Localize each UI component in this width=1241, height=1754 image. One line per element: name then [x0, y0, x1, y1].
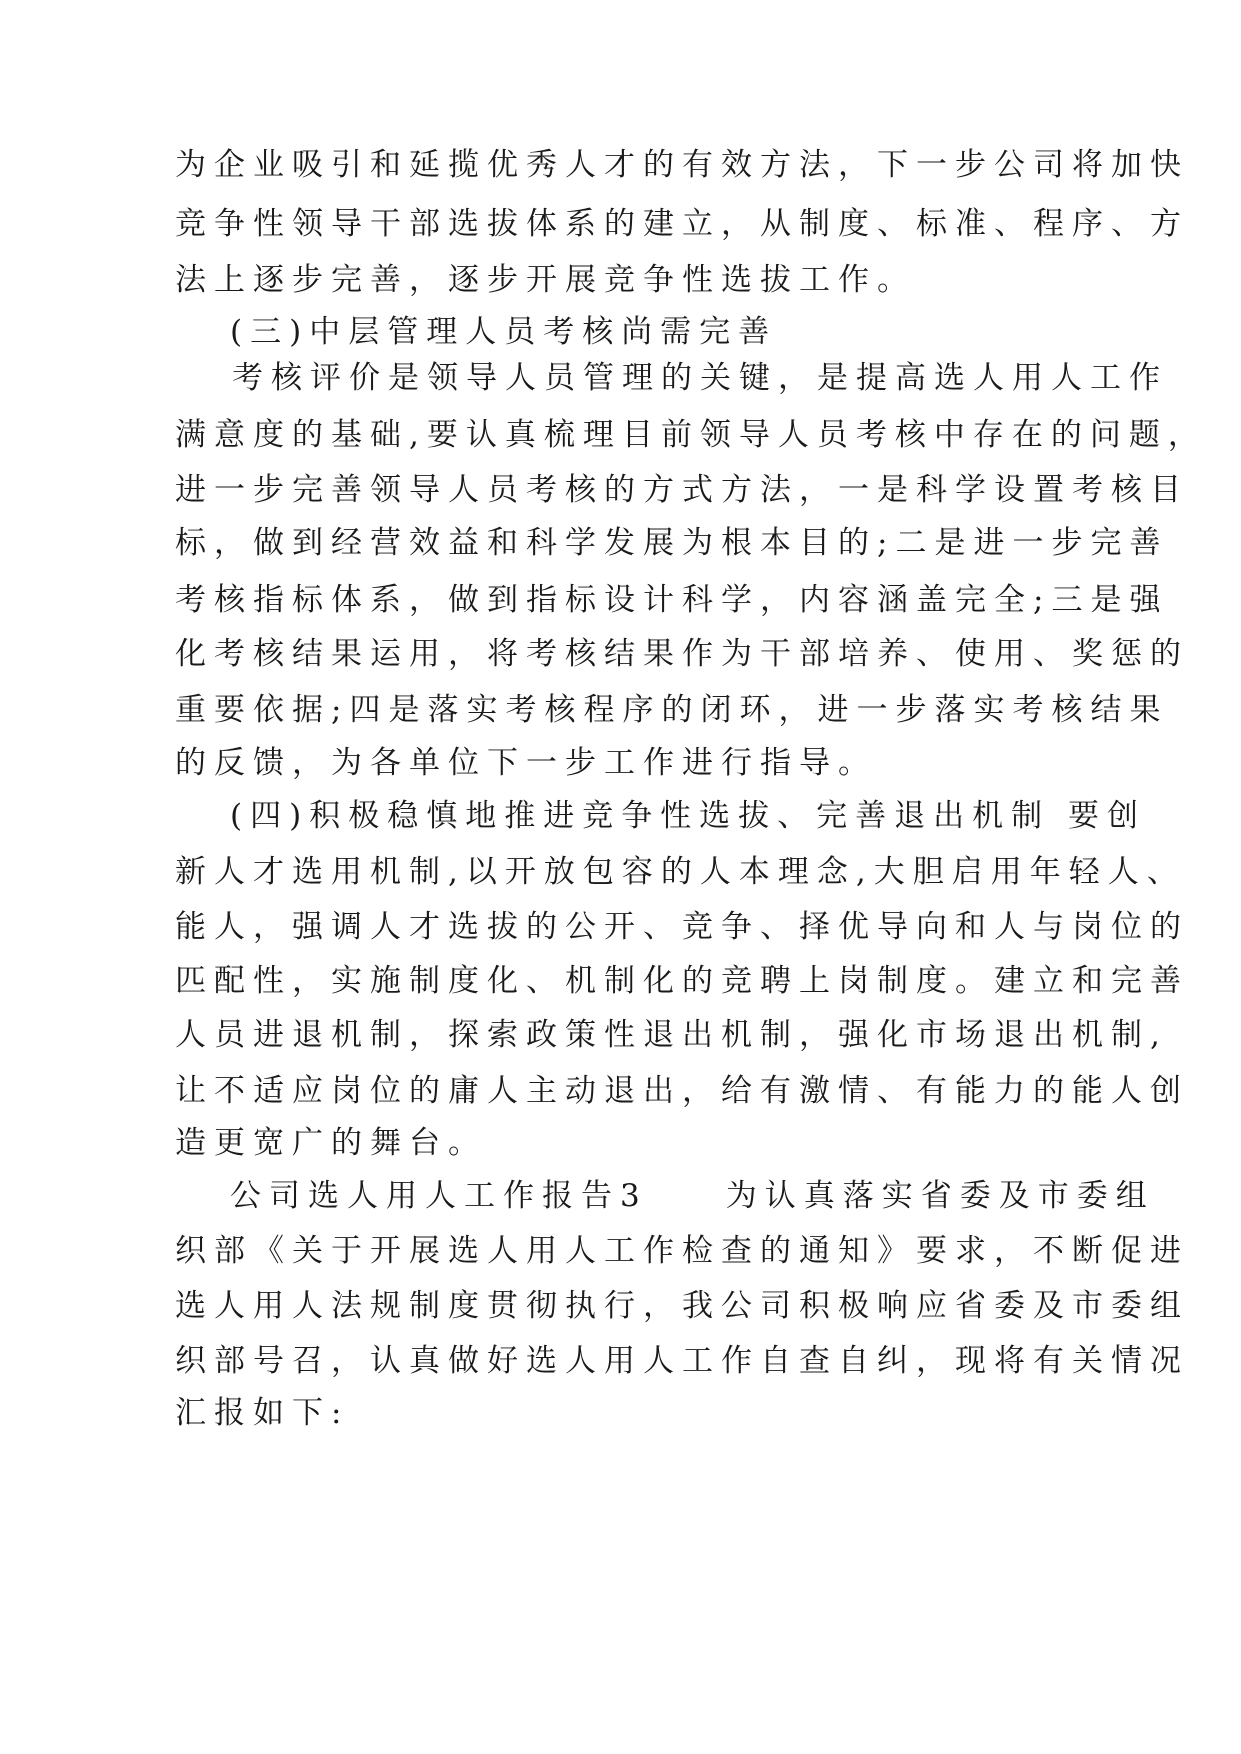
text-line: 进一步完善领导人员考核的方式方法，一是科学设置考核目 — [175, 472, 1189, 508]
text-line: 新人才选用机制,以开放包容的人本理念,大胆启用年轻人、 — [175, 854, 1186, 890]
text-line: 满意度的基础,要认真梳理目前领导人员考核中存在的问题， — [175, 417, 1207, 453]
text-line: 能人，强调人才选拔的公开、竞争、择优导向和人与岗位的 — [175, 909, 1189, 945]
text-line: 标，做到经营效益和科学发展为根本目的;二是进一步完善 — [175, 525, 1169, 561]
text-line: 化考核结果运用，将考核结果作为干部培养、使用、奖惩的 — [175, 636, 1189, 672]
text-line: 考核指标体系，做到指标设计科学，内容涵盖完全;三是强 — [175, 582, 1169, 618]
text-line: 法上逐步完善，逐步开展竞争性选拔工作。 — [175, 262, 916, 298]
text-line: 为企业吸引和延揽优秀人才的有效方法，下一步公司将加快 — [175, 147, 1189, 183]
report-heading-line: 公司选人用人工作报告3 为认真落实省委及市委组 — [230, 1178, 1155, 1214]
text-line: 造更宽广的舞台。 — [175, 1125, 487, 1161]
text-line: 织部《关于开展选人用人工作检查的通知》要求，不断促进 — [175, 1233, 1189, 1269]
text-line: 匹配性，实施制度化、机制化的竞聘上岗制度。建立和完善 — [175, 963, 1189, 999]
text-line: 让不适应岗位的庸人主动退出，给有激情、有能力的能人创 — [175, 1073, 1189, 1109]
text-line: 织部号召，认真做好选人用人工作自查自纠，现将有关情况 — [175, 1343, 1189, 1379]
text-line: 重要依据;四是落实考核程序的闭环，进一步落实考核结果 — [175, 692, 1169, 728]
section-heading: (三)中层管理人员考核尚需完善 — [230, 314, 778, 350]
section-heading: (四)积极稳慎地推进竞争性选拔、完善退出机制 要创 — [230, 798, 1147, 834]
text-line: 竞争性领导干部选拔体系的建立，从制度、标准、程序、方 — [175, 206, 1189, 242]
text-line: 考核评价是领导人员管理的关键，是提高选人用人工作 — [232, 360, 1168, 396]
text-line: 汇报如下: — [175, 1395, 350, 1431]
text-line: 人员进退机制，探索政策性退出机制，强化市场退出机制, — [175, 1017, 1168, 1053]
text-line: 的反馈，为各单位下一步工作进行指导。 — [175, 745, 877, 781]
text-line: 选人用人法规制度贯彻执行，我公司积极响应省委及市委组 — [175, 1288, 1189, 1324]
